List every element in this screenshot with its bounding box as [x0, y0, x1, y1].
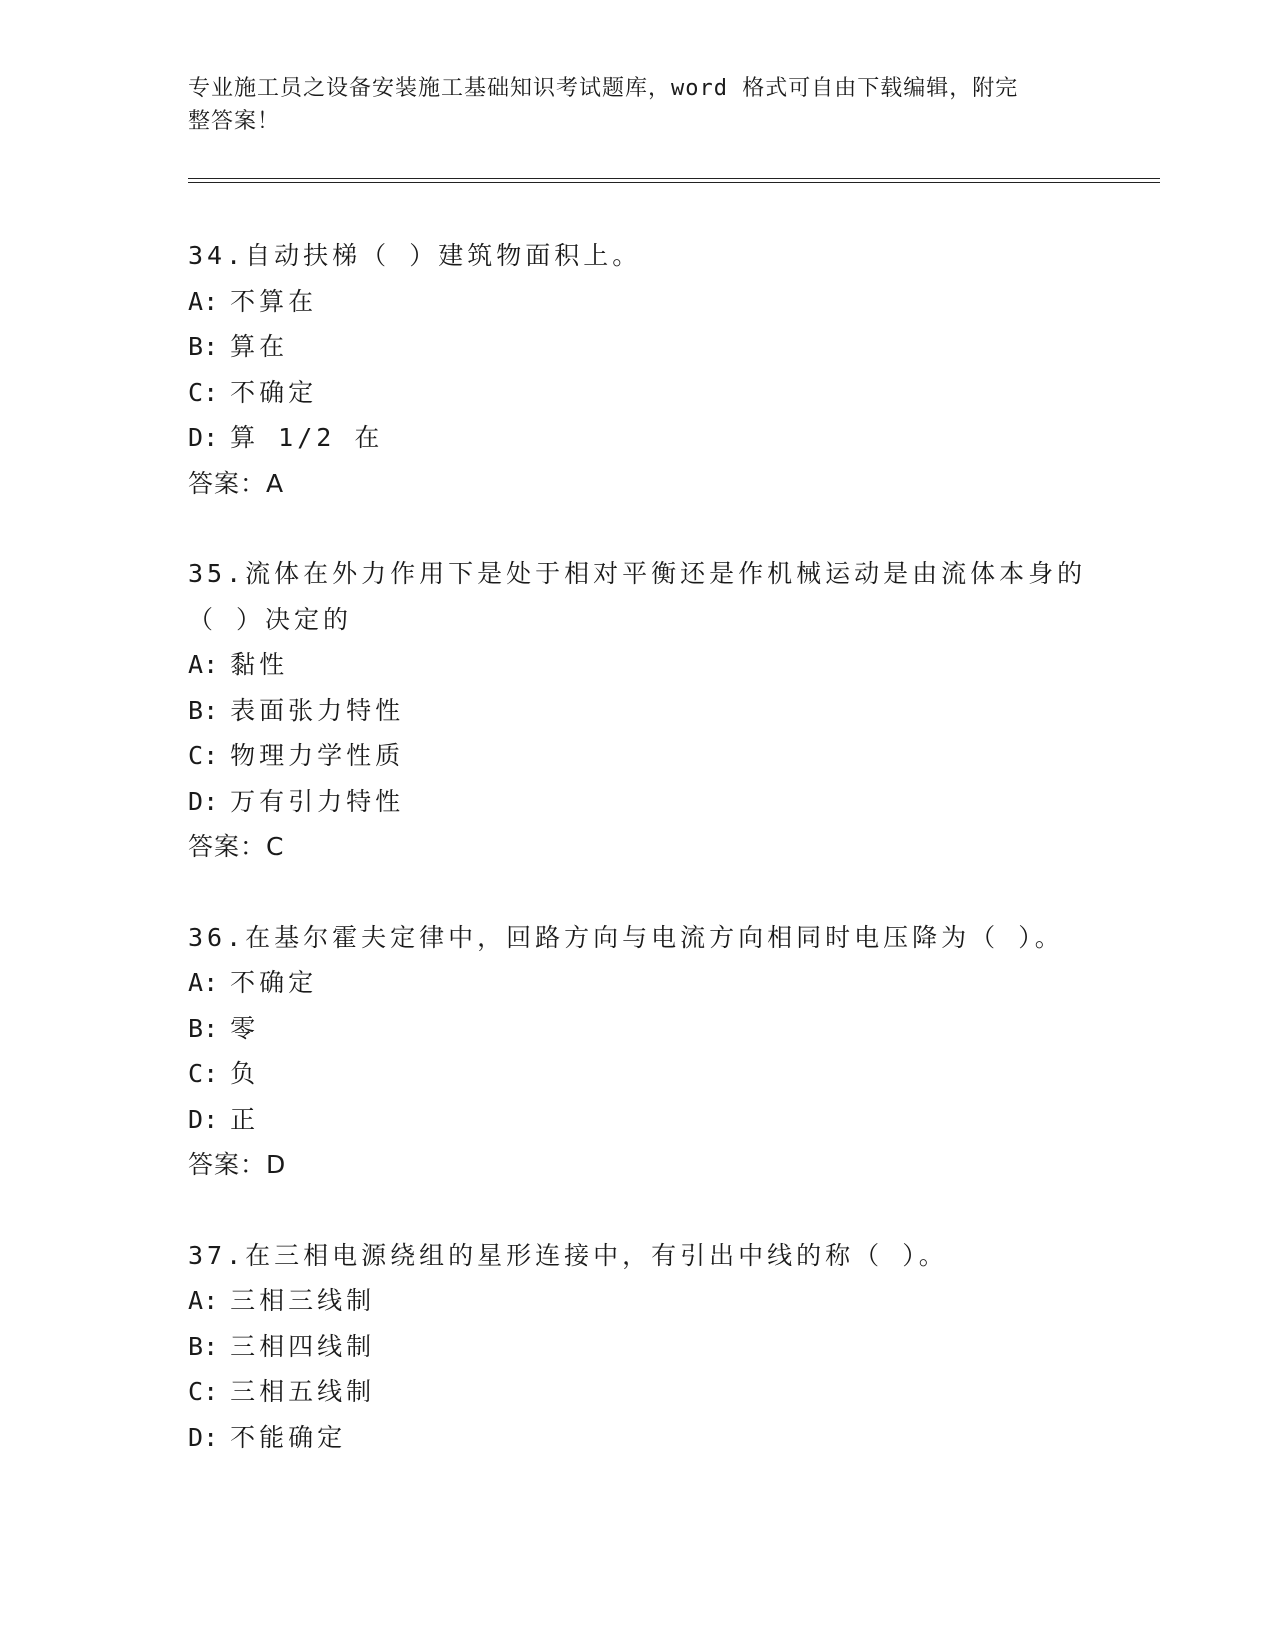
option-text: 不能确定	[230, 1422, 347, 1452]
question-36	[188, 915, 1088, 1188]
option-text: 三相五线制	[230, 1377, 376, 1406]
option-text: 正	[230, 1104, 260, 1134]
option-a: A: 不算在	[188, 286, 318, 316]
option-letter: D	[188, 423, 204, 452]
answer-line: 答案：C	[188, 832, 285, 861]
option-letter: A	[188, 286, 204, 316]
option-letter: B	[188, 1013, 204, 1043]
option-letter: C	[188, 1377, 204, 1406]
option-text: 负	[230, 1059, 260, 1088]
question-stem: 37.在三相电源绕组的星形连接中，有引出中线的称（ ）。	[188, 1240, 948, 1270]
option-letter: A	[188, 968, 204, 997]
question-stem: 36.在基尔霍夫定律中，回路方向与电流方向相同时电压降为（ ）。	[188, 922, 1064, 952]
question-35	[188, 551, 1088, 870]
question-stem-line-2: （ ）决定的	[188, 604, 353, 634]
option-a: A: 不确定	[188, 968, 318, 997]
option-text: 不确定	[230, 377, 318, 407]
option-text: 万有引力特性	[230, 786, 405, 816]
option-c: C: 不确定	[188, 377, 318, 407]
option-letter: A	[188, 1286, 204, 1315]
option-a: A: 三相三线制	[188, 1286, 376, 1315]
option-text: 黏性	[230, 650, 289, 679]
option-b: B: 表面张力特性	[188, 695, 405, 725]
option-letter: C	[188, 377, 204, 407]
header-line-1: 专业施工员之设备安装施工基础知识考试题库，word 格式可自由下载编辑，附完	[188, 76, 1019, 101]
option-b: B: 三相四线制	[188, 1331, 376, 1361]
option-text: 表面张力特性	[230, 695, 405, 725]
option-letter: B	[188, 1331, 204, 1361]
option-letter: D	[188, 1422, 204, 1452]
option-letter: D	[188, 786, 204, 816]
option-letter: B	[188, 695, 204, 725]
option-letter: C	[188, 741, 204, 770]
option-text: 物理力学性质	[230, 741, 405, 770]
option-text: 算 1/2 在	[230, 423, 384, 452]
option-text: 零	[230, 1013, 260, 1043]
option-letter: B	[188, 332, 204, 361]
header-line-2: 整答案！	[188, 109, 281, 134]
option-b: B: 算在	[188, 332, 289, 361]
option-d: D: 正	[188, 1104, 260, 1134]
option-a: A: 黏性	[188, 650, 289, 679]
question-37	[188, 1233, 1088, 1461]
option-letter: C	[188, 1059, 204, 1088]
option-d: D: 万有引力特性	[188, 786, 405, 816]
question-34	[188, 233, 1088, 506]
document-header	[188, 72, 1088, 138]
question-stem: 34.自动扶梯（ ）建筑物面积上。	[188, 241, 642, 270]
question-stem-line-1: 35.流体在外力作用下是处于相对平衡还是作机械运动是由流体本身的	[188, 559, 1087, 588]
header-double-rule	[188, 178, 1160, 183]
option-c: C: 三相五线制	[188, 1377, 376, 1406]
option-letter: D	[188, 1104, 204, 1134]
option-c: C: 物理力学性质	[188, 741, 405, 770]
option-b: B: 零	[188, 1013, 260, 1043]
option-text: 不确定	[230, 968, 318, 997]
option-letter: A	[188, 650, 204, 679]
answer-line: 答案：A	[188, 468, 285, 498]
option-d: D: 不能确定	[188, 1422, 347, 1452]
option-text: 三相四线制	[230, 1331, 376, 1361]
answer-line: 答案：D	[188, 1150, 287, 1179]
option-c: C: 负	[188, 1059, 260, 1088]
option-d: D: 算 1/2 在	[188, 423, 384, 452]
option-text: 三相三线制	[230, 1286, 376, 1315]
option-text: 算在	[230, 332, 289, 361]
option-text: 不算在	[230, 286, 318, 316]
question-list	[188, 233, 1088, 1505]
